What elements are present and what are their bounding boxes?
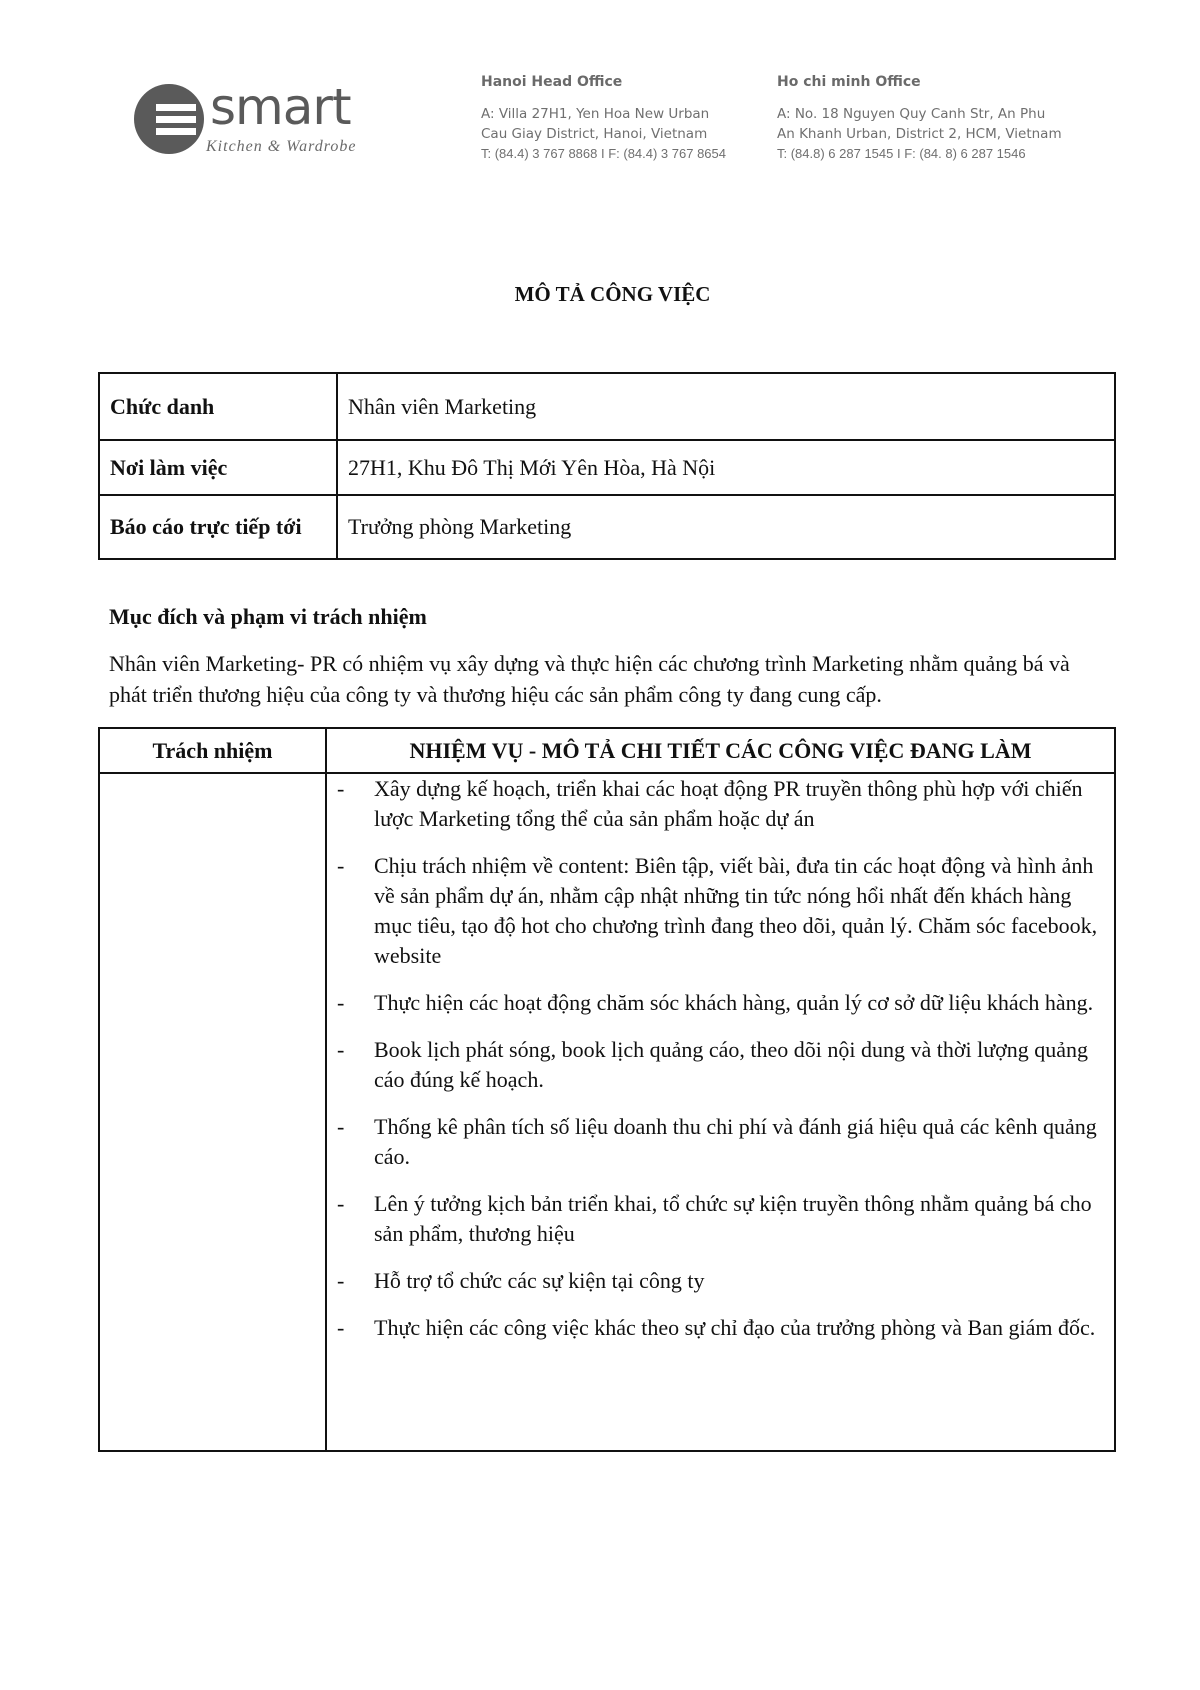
- list-item: [327, 774, 1104, 834]
- list-item: [327, 851, 1104, 971]
- hcm-office-phone: T: (84.8) 6 287 1545 I F: (84. 8) 6 287 1546: [777, 146, 1026, 161]
- hcm-office-block: [777, 72, 1062, 164]
- hanoi-office-title: Hanoi Head Office: [481, 74, 623, 90]
- job-title-value: Nhân viên Marketing: [337, 373, 1115, 440]
- document-title: MÔ TẢ CÔNG VIỆC: [514, 282, 711, 306]
- task-list: [327, 774, 1114, 1343]
- bullet-dash: -: [337, 776, 345, 801]
- duties-column-header: NHIỆM VỤ - MÔ TẢ CHI TIẾT CÁC CÔNG VIỆC ĐANG LÀM: [326, 728, 1115, 773]
- hcm-office-address-line-2: An Khanh Urban, District 2, HCM, Vietnam: [777, 126, 1062, 142]
- table-row: [99, 440, 1115, 495]
- list-item: [327, 1112, 1104, 1172]
- hcm-office-address-line-1: A: No. 18 Nguyen Quy Canh Str, An Phu: [777, 106, 1046, 122]
- company-logo: [134, 80, 364, 160]
- workplace-label: Nơi làm việc: [99, 440, 337, 495]
- workplace-value: 27H1, Khu Đô Thị Mới Yên Hòa, Hà Nội: [337, 440, 1115, 495]
- list-item: [327, 1266, 1104, 1296]
- purpose-heading: Mục đích và phạm vi trách nhiệm: [109, 604, 427, 629]
- list-item: [327, 1313, 1104, 1343]
- table-row: [99, 495, 1115, 559]
- table-header-row: [99, 728, 1115, 773]
- list-item: [327, 1189, 1104, 1249]
- purpose-paragraph: Nhân viên Marketing- PR có nhiệm vụ xây dựng và thực hiện các chương trình Marketing nhằm quảng bá và phát triển thương hiệu của công ty và thương hiệu các sản phẩm công ty đang cung cấp.: [109, 651, 1070, 707]
- list-item: [327, 988, 1104, 1018]
- hanoi-office-block: [481, 72, 726, 164]
- responsibility-cell: [99, 773, 326, 1451]
- task-text: Hỗ trợ tổ chức các sự kiện tại công ty: [374, 1268, 705, 1293]
- logo-e-mark: [134, 84, 204, 154]
- task-text: Lên ý tưởng kịch bản triển khai, tổ chức sự kiện truyền thông nhằm quảng bá cho sản phẩm, thương hiệu: [374, 1191, 1092, 1246]
- hanoi-office-address-line-2: Cau Giay District, Hanoi, Vietnam: [481, 126, 708, 142]
- reports-to-value: Trưởng phòng Marketing: [337, 495, 1115, 559]
- bullet-dash: -: [337, 1191, 345, 1216]
- logo-wordmark: smart: [210, 78, 351, 136]
- bullet-dash: -: [337, 1315, 345, 1340]
- task-text: Book lịch phát sóng, book lịch quảng cáo, theo dõi nội dung và thời lượng quảng cáo đúng kế hoạch.: [374, 1037, 1089, 1092]
- bullet-dash: -: [337, 1114, 345, 1139]
- table-row: [99, 773, 1115, 1451]
- task-text: Thực hiện các công việc khác theo sự chỉ đạo của trưởng phòng và Ban giám đốc.: [374, 1315, 1096, 1340]
- duties-table: [98, 727, 1116, 1452]
- duties-cell: [326, 773, 1115, 1451]
- bullet-dash: -: [337, 1037, 345, 1062]
- reports-to-label: Báo cáo trực tiếp tới: [99, 495, 337, 559]
- responsibility-column-header: Trách nhiệm: [99, 728, 326, 773]
- hanoi-office-phone: T: (84.4) 3 767 8868 I F: (84.4) 3 767 8654: [481, 146, 726, 161]
- task-text: Chịu trách nhiệm về content: Biên tập, viết bài, đưa tin các hoạt động và hình ảnh về sản phẩm dự án, nhằm cập nhật những tin tức nóng hổi nhất đến khách hàng mục tiêu, tạo độ hot cho chương trình đang theo dõi, quản lý. Chăm sóc facebook, website: [374, 853, 1098, 968]
- hcm-office-title: Ho chi minh Office: [777, 74, 921, 90]
- hanoi-office-address-line-1: A: Villa 27H1, Yen Hoa New Urban: [481, 106, 710, 122]
- task-text: Thống kê phân tích số liệu doanh thu chi phí và đánh giá hiệu quả các kênh quảng cáo.: [374, 1114, 1097, 1169]
- job-title-label: Chức danh: [99, 373, 337, 440]
- bullet-dash: -: [337, 853, 345, 878]
- logo-tagline: Kitchen & Wardrobe: [206, 138, 357, 155]
- task-text: Xây dựng kế hoạch, triển khai các hoạt động PR truyền thông phù hợp với chiến lược Marketing tổng thể của sản phẩm hoặc dự án: [374, 776, 1083, 831]
- bullet-dash: -: [337, 1268, 345, 1293]
- task-text: Thực hiện các hoạt động chăm sóc khách hàng, quản lý cơ sở dữ liệu khách hàng.: [374, 990, 1094, 1015]
- list-item: [327, 1035, 1104, 1095]
- job-info-table: [98, 372, 1116, 560]
- bullet-dash: -: [337, 990, 345, 1015]
- table-row: [99, 373, 1115, 440]
